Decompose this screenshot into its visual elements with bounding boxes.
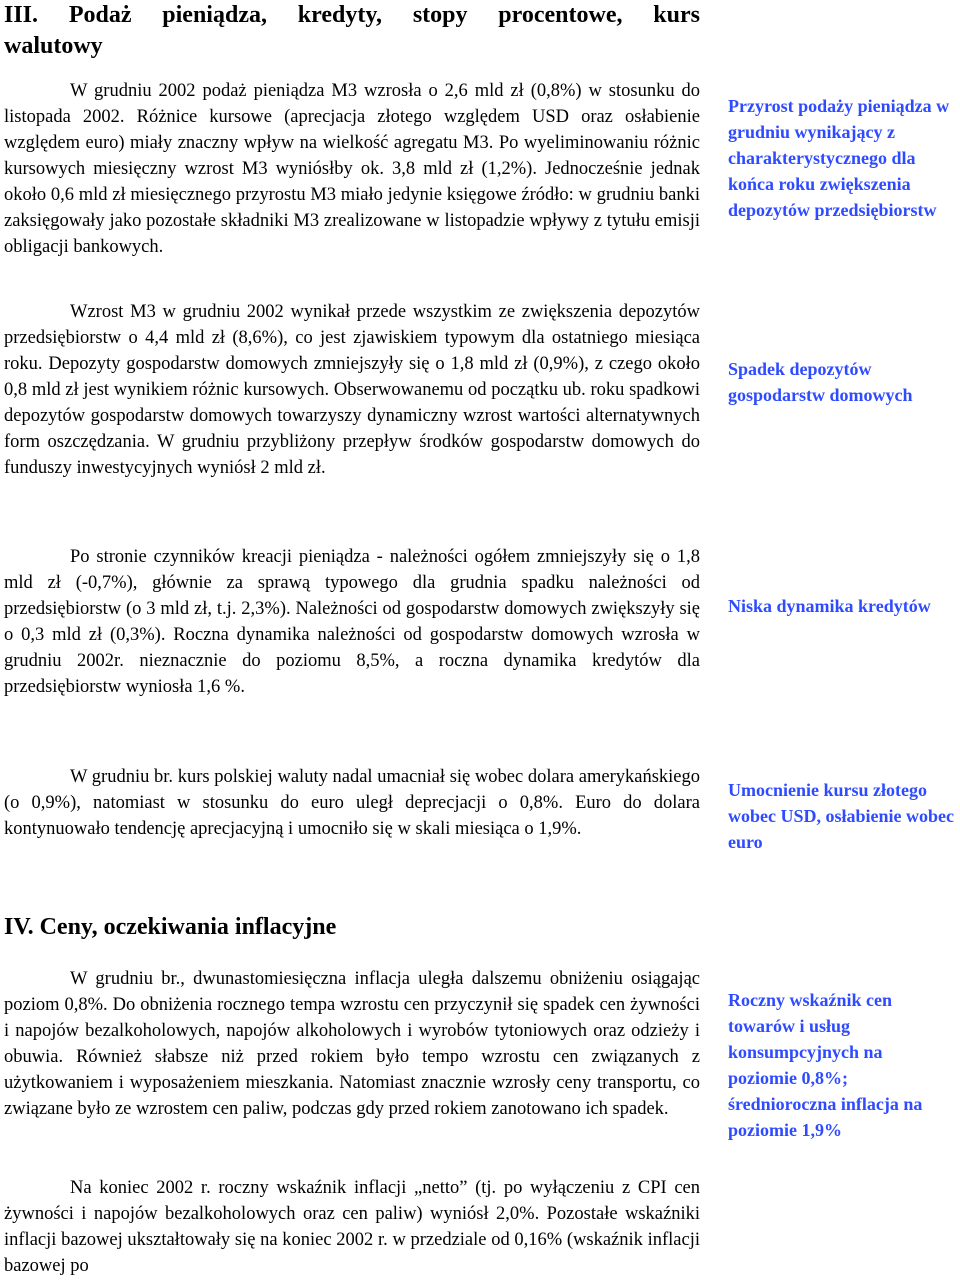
section-3-title-line2: walutowy bbox=[4, 33, 103, 59]
section-3-paragraph-2-text: Wzrost M3 w grudniu 2002 wynikał przede wszystkim ze zwiększenia depozytów przedsiębiorstw o 4,4 mld zł (8,6%), co jest zjawiskiem typowym dla ostatniego miesiąca roku. Depozyty gospodarstw domowych zmniejszyły się o 1,8 mld zł (0,9%), z czego około 0,8 mld zł jest wynikiem różnic kursowych. Obserwowanemu od początku ub. roku spadkowi depozytów gospodarstw domowych towarzyszy dynamiczny wzrost wartości alternatywnych form oszczędzania. W grudniu przybliżony przepływ środków gospodarstw domowych do funduszy inwestycyjnych wyniósł 2 mld zł. bbox=[4, 302, 700, 478]
section-4-paragraph-2-text: Na koniec 2002 r. roczny wskaźnik inflacji „netto” (tj. po wyłączeniu z CPI cen żywności i napojów bezalkoholowych oraz cen paliw) wyniósł 2,0%. Pozostałe wskaźniki inflacji bazowej ukształtowały się na koniec 2002 r. w przedziale od 0,16% (wskaźnik inflacji bazowej po bbox=[4, 1178, 700, 1276]
margin-note-credit-dynamics: Niska dynamika kredytów bbox=[728, 596, 931, 616]
section-3-paragraph-1 bbox=[4, 78, 700, 260]
section-3-paragraph-4 bbox=[4, 764, 700, 842]
section-3-paragraph-3-text: Po stronie czynników kreacji pieniądza - należności ogółem zmniejszyły się o 1,8 mld zł (-0,7%), głównie za sprawą typowego dla grudnia spadku należności od przedsiębiorstw (o 3 mld zł, t.j. 2,3%). Należności od gospodarstw domowych zwiększyły się o 0,3 mld zł (0,3%). Roczna dynamika należności od gospodarstw domowych wzrosła w grudniu 2002r. nieznacznie do poziomu 8,5%, a roczna dynamika kredytów dla przedsiębiorstw wyniosła 1,6 %. bbox=[4, 547, 700, 697]
section-3-paragraph-1-text: W grudniu 2002 podaż pieniądza M3 wzrosła o 2,6 mld zł (0,8%) w stosunku do listopada 2002. Różnice kursowe (aprecjacja złotego względem USD oraz osłabienie względem euro) miały znaczny wpływ na wielkość agregatu M3. Po wyeliminowaniu różnic kursowych miesięczny wzrost M3 wyniósłby ok. 3,8 mld zł (1,2%). Jednocześnie jednak około 0,6 mld zł miesięcznego przyrostu M3 miało jedynie księgowe źródło: w grudniu banki zaksięgowały jako pozostałe składniki M3 zrealizowane w listopadzie wpływy z tytułu emisji obligacji bankowych. bbox=[4, 81, 700, 257]
section-3-heading bbox=[4, 0, 700, 62]
section-3-title-line1: III. Podaż pieniądza, kredyty, stopy procentowe, kurs bbox=[4, 2, 700, 28]
section-3-paragraph-3 bbox=[4, 544, 700, 700]
margin-note-exchange-rate: Umocnienie kursu złotego wobec USD, osłabienie wobec euro bbox=[728, 780, 954, 852]
section-4-paragraph-2 bbox=[4, 1175, 700, 1279]
margin-note-cpi: Roczny wskaźnik cen towarów i usług konsumpcyjnych na poziomie 0,8%; średnioroczna inflacja na poziomie 1,9% bbox=[728, 990, 923, 1140]
margin-note-money-supply: Przyrost podaży pieniądza w grudniu wynikający z charakterystycznego dla końca roku zwiększenia depozytów przedsiębiorstw bbox=[728, 96, 950, 220]
section-4-paragraph-1-text: W grudniu br., dwunastomiesięczna inflacja uległa dalszemu obniżeniu osiągając poziom 0,8%. Do obniżenia rocznego tempa wzrostu cen przyczynił się spadek cen żywności i napojów bezalkoholowych, napojów alkoholowych i wyrobów tytoniowych oraz odzieży i obuwia. Również słabsze niż przed rokiem było tempo wzrostu cen związanych z użytkowaniem i wyposażeniem mieszkania. Natomiast znacznie wzrosły ceny transportu, co związane było ze wzrostem cen paliw, podczas gdy przed rokiem zanotowano ich spadek. bbox=[4, 969, 700, 1119]
section-4-paragraph-1 bbox=[4, 966, 700, 1122]
margin-note-household-deposits: Spadek depozytów gospodarstw domowych bbox=[728, 359, 913, 405]
section-4-heading bbox=[4, 912, 700, 943]
section-3-paragraph-2 bbox=[4, 299, 700, 481]
section-3-paragraph-4-text: W grudniu br. kurs polskiej waluty nadal umacniał się wobec dolara amerykańskiego (o 0,9%), natomiast w stosunku do euro uległ deprecjacji o 0,8%. Euro do dolara kontynuowało tendencję aprecjacyjną i umocniło się w skali miesiąca o 1,9%. bbox=[4, 767, 700, 839]
section-4-title: IV. Ceny, oczekiwania inflacyjne bbox=[4, 914, 337, 940]
